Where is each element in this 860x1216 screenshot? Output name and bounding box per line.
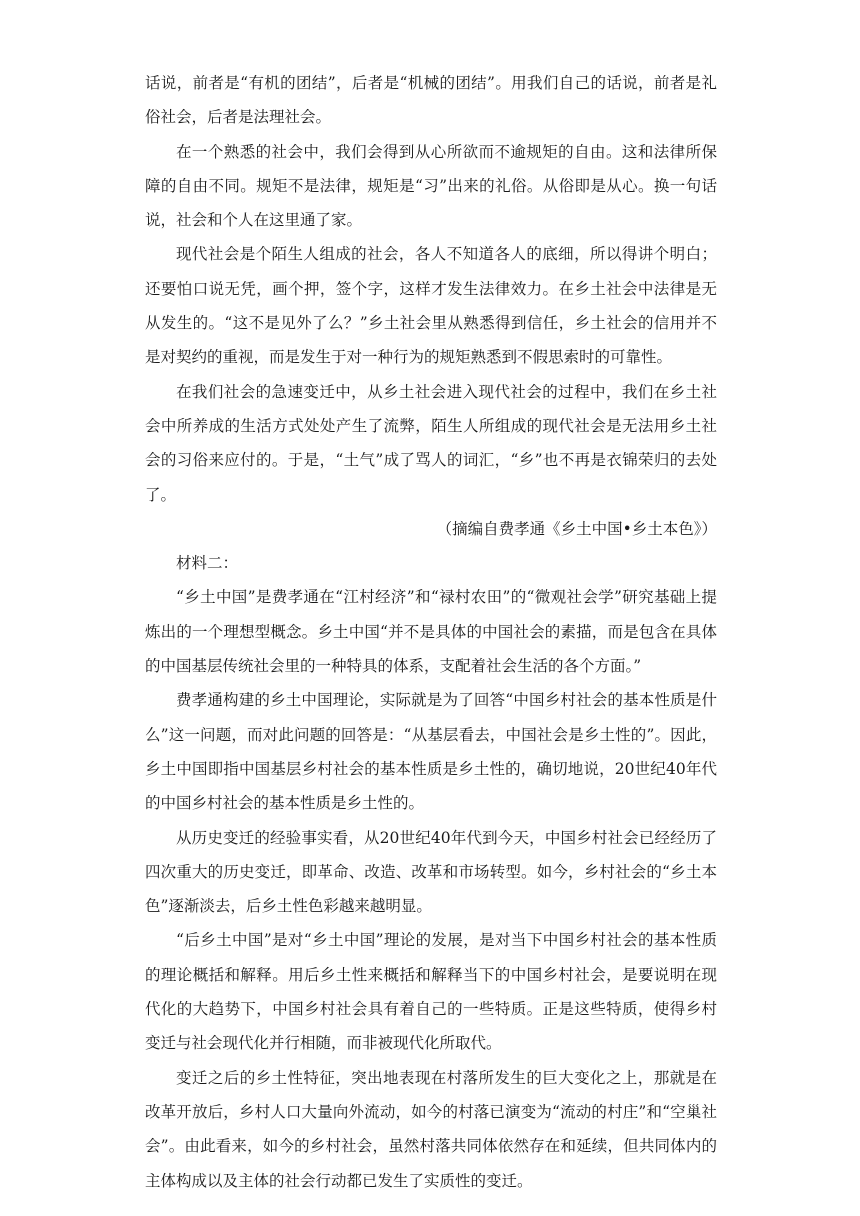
paragraph-ideal-concept: “乡土中国”是费孝通在“江村经济”和“禄村农田”的“微观社会学”研究基础上提炼出的一个理想型概念。乡土中国“并不是具体的中国社会的素描，而是包含在具体的中国基层传统社会里的一种特具的体系，支配着社会生活的各个方面。”	[145, 588, 717, 676]
paragraph-modern-society: 现代社会是个陌生人组成的社会，各人不知道各人的底细，所以得讲个明白；还要怕口说无凭，画个押，签个字，这样才发生法律效力。在乡土社会中法律是无从发生的。“这不是见外了么？”乡土社会里从熟悉得到信任，乡土社会的信用并不是对契约的重视，而是发生于对一种行为的规矩熟悉到不假思索时的可靠性。	[145, 245, 717, 367]
material-two-heading: 材料二：	[176, 554, 239, 573]
paragraph-social-change: 在我们社会的急速变迁中，从乡土社会进入现代社会的过程中，我们在乡土社会中所养成的生活方式处处产生了流弊，陌生人所组成的现代社会是无法用乡土社会的习俗来应付的。于是，“土气”成了骂人的词汇，“乡”也不再是衣锦荣归的去处了。	[145, 382, 717, 504]
paragraph-village-change: 变迁之后的乡土性特征，突出地表现在村落所发生的巨大变化之上，那就是在改革开放后，乡村人口大量向外流动，如今的村落已演变为“流动的村庄”和“空巢社会”。由此看来，如今的乡村社会，虽然村落共同体依然存在和延续，但共同体内的主体构成以及主体的社会行动都已发生了实质性的变迁。	[145, 1068, 717, 1190]
paragraph-freedom: 在一个熟悉的社会中，我们会得到从心所欲而不逾规矩的自由。这和法律所保障的自由不同。规矩不是法律，规矩是“习”出来的礼俗。从俗即是从心。换一句话说，社会和个人在这里通了家。	[145, 142, 717, 230]
paragraph-continuation: 话说，前者是“有机的团结”，后者是“机械的团结”。用我们自己的话说，前者是礼俗社会，后者是法理社会。	[145, 74, 717, 127]
source-citation: （摘编自费孝通《乡土中国•乡土本色》）	[436, 519, 717, 538]
document-page	[145, 66, 717, 1198]
paragraph-theory-question: 费孝通构建的乡土中国理论，实际就是为了回答“中国乡村社会的基本性质是什么”这一问题，而对此问题的回答是：“从基层看去，中国社会是乡土性的”。因此，乡土中国即指中国基层乡村社会的基本性质是乡土性的，确切地说，20世纪40年代的中国乡村社会的基本性质是乡土性的。	[145, 691, 717, 813]
paragraph-post-rural-china: “后乡土中国”是对“乡土中国”理论的发展，是对当下中国乡村社会的基本性质的理论概括和解释。用后乡土性来概括和解释当下的中国乡村社会，是要说明在现代化的大趋势下，中国乡村社会具有着自己的一些特质。正是这些特质，使得乡村变迁与社会现代化并行相随，而非被现代化所取代。	[145, 931, 717, 1053]
paragraph-historical-change: 从历史变迁的经验事实看，从20世纪40年代到今天，中国乡村社会已经经历了四次重大的历史变迁，即革命、改造、改革和市场转型。如今，乡村社会的“乡土本色”逐渐淡去，后乡土性色彩越来越明显。	[145, 828, 717, 916]
